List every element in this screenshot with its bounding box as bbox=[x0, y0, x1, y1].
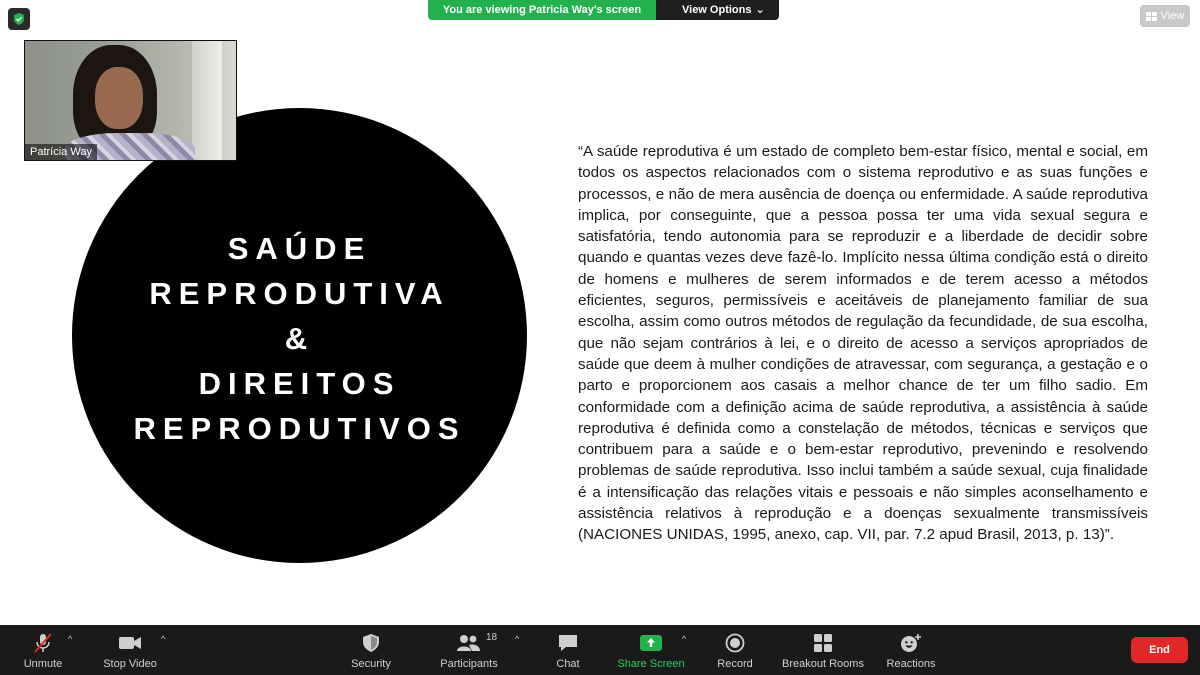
encryption-shield-icon[interactable] bbox=[8, 8, 30, 30]
emoji-reaction-icon bbox=[900, 632, 922, 654]
share-screen-icon bbox=[639, 632, 663, 654]
record-icon bbox=[725, 632, 745, 654]
video-options-caret-icon[interactable]: ^ bbox=[161, 634, 166, 644]
chevron-down-icon: ⌄ bbox=[755, 4, 765, 16]
view-options-label: View Options bbox=[682, 4, 752, 16]
screen-share-banner bbox=[428, 0, 779, 20]
security-label: Security bbox=[351, 658, 391, 670]
slide-title-line: & bbox=[284, 321, 315, 356]
view-button-label: View bbox=[1160, 10, 1185, 22]
slide-title bbox=[72, 108, 527, 563]
reactions-button[interactable] bbox=[882, 625, 940, 675]
slide-title-line: DIREITOS bbox=[198, 366, 401, 401]
unmute-button[interactable] bbox=[18, 625, 68, 675]
reactions-label: Reactions bbox=[886, 658, 936, 670]
record-label: Record bbox=[717, 658, 753, 670]
chat-button[interactable] bbox=[548, 625, 588, 675]
end-meeting-button[interactable]: End bbox=[1131, 637, 1188, 663]
security-shield-icon bbox=[361, 632, 381, 654]
participants-icon bbox=[456, 632, 498, 654]
breakout-rooms-button[interactable] bbox=[778, 625, 868, 675]
meeting-toolbar bbox=[0, 625, 1200, 675]
view-options-button[interactable] bbox=[656, 0, 779, 20]
video-background bbox=[192, 41, 222, 161]
participant-video-tile[interactable] bbox=[24, 40, 237, 161]
viewing-screen-label: You are viewing Patricia Way's screen bbox=[428, 0, 656, 20]
participants-button[interactable] bbox=[436, 625, 502, 675]
participant-name-tag: Patrícia Way bbox=[25, 144, 97, 160]
participants-options-caret-icon[interactable]: ^ bbox=[515, 634, 520, 644]
slide-title-line: SAÚDE bbox=[227, 231, 372, 266]
stop-video-label: Stop Video bbox=[103, 658, 157, 670]
share-screen-label: Share Screen bbox=[617, 658, 685, 670]
record-button[interactable] bbox=[713, 625, 757, 675]
chat-bubble-icon bbox=[557, 632, 579, 654]
participants-label: Participants bbox=[440, 658, 498, 670]
muted-microphone-icon bbox=[32, 632, 54, 654]
participant-face bbox=[95, 67, 143, 129]
participants-count: 18 bbox=[486, 632, 498, 643]
audio-options-caret-icon[interactable]: ^ bbox=[68, 634, 73, 644]
slide-title-line: REPRODUTIVA bbox=[149, 276, 450, 311]
breakout-rooms-icon bbox=[813, 632, 833, 654]
stop-video-button[interactable] bbox=[98, 625, 162, 675]
grid-view-icon bbox=[1146, 12, 1157, 21]
slide-quote: “A saúde reprodutiva é um estado de completo bem-estar físico, mental e social, em todos os aspectos relacionados com o sistema reprodutivo e as suas funções e processos, e não de mera ausência de doença ou enfermidade. A saúde reprodutiva implica, por conseguinte, que a pessoa possa ter uma vida sexual segura e satisfatória, tendo autonomia para se reproduzir e a liberdade de decidir sobre quando e quantas vezes deve fazê-lo. Implícito nessa última condição está o direito de homens e mulheres de serem informados e de terem acesso a métodos eficientes, seguros, permissíveis e aceitáveis de planejamento familiar de sua escolha, assim como outros métodos de regulação da fecundidade, de sua escolha, que não sejam contrários à lei, e o direito de acesso a serviços apropriados de saúde que deem à mulher condições de atravessar, com segurança, a gestação e o parto e proporcionem aos casais a melhor chance de ter um filho sadio. Em conformidade com a definição acima de saúde reprodutiva, a assistência à saúde reprodutiva é definida como a constelação de métodos, técnicas e serviços que contribuem para a saúde e o bem-estar reprodutivo, prevenindo e resolvendo problemas de saúde reprodutiva. Isso inclui também a saúde sexual, cuja finalidade é a intensificação das relações vitais e pessoais e não simples aconselhamento e assistência relativos à reprodução e a doenças sexualmente transmissíveis (NACIONES UNIDAS, 1995, anexo, cap. VII, par. 7.2 apud Brasil, 2013, p. 13)”. bbox=[578, 143, 1148, 544]
view-button[interactable] bbox=[1140, 5, 1190, 27]
share-screen-button[interactable] bbox=[614, 625, 688, 675]
security-button[interactable] bbox=[345, 625, 397, 675]
breakout-rooms-label: Breakout Rooms bbox=[782, 658, 864, 670]
chat-label: Chat bbox=[556, 658, 580, 670]
video-camera-icon bbox=[118, 632, 142, 654]
unmute-label: Unmute bbox=[23, 658, 63, 670]
slide-title-line: REPRODUTIVOS bbox=[133, 411, 466, 446]
share-options-caret-icon[interactable]: ^ bbox=[682, 634, 687, 644]
